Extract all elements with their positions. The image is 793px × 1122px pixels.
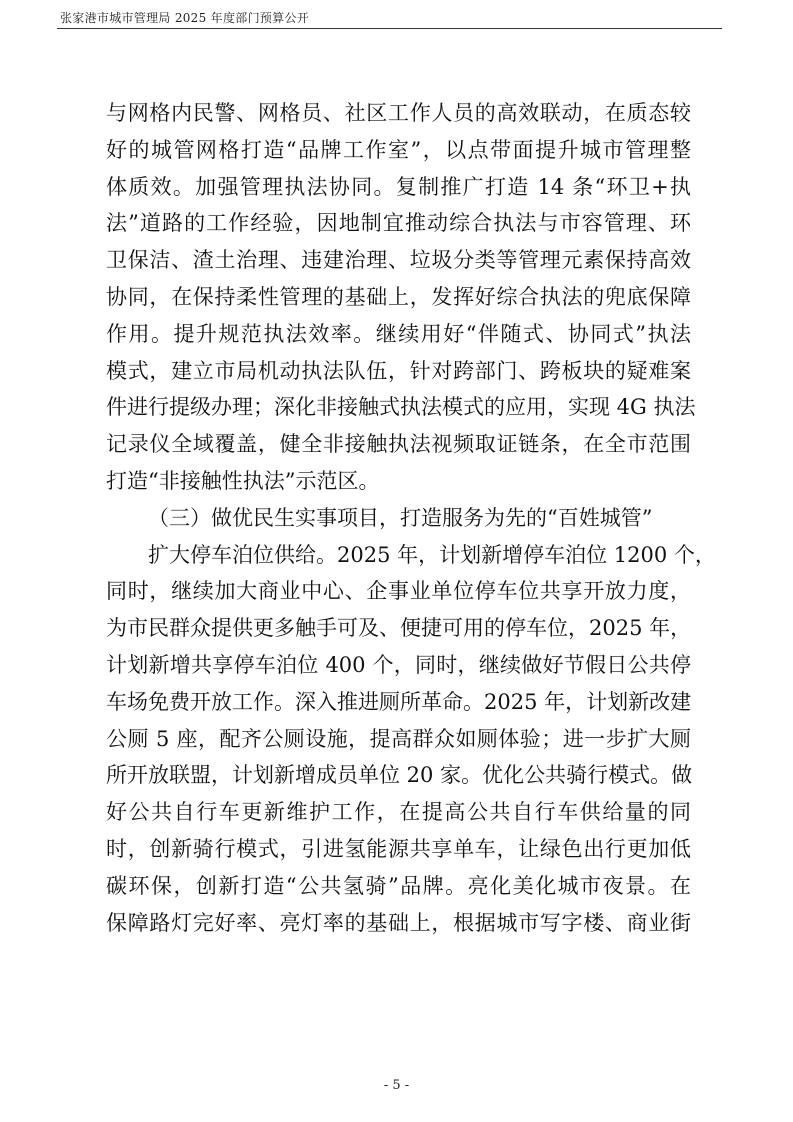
body-line: 所开放联盟，计划新增成员单位 20 家。优化公共骑行模式。做 [106, 763, 693, 788]
header-rule [57, 28, 722, 29]
body-line: 件进行提级办理；深化非接触式执法模式的应用，实现 4G 执法 [106, 395, 696, 420]
body-line: 体质效。加强管理执法协同。复制推广打造 14 条“环卫+执 [106, 174, 691, 199]
body-line: 扩大停车泊位供给。2025 年，计划新增停车泊位 1200 个， [148, 542, 716, 567]
body-line: 卫保洁、渣土治理、违建治理、垃圾分类等管理元素保持高效 [106, 248, 691, 273]
body-line: 为市民群众提供更多触手可及、便捷可用的停车位，2025 年， [106, 616, 692, 641]
body-line: 好的城管网格打造“品牌工作室”，以点带面提升城市管理整 [106, 137, 691, 162]
body-line: 记录仪全域覆盖，健全非接触执法视频取证链条，在全市范围 [106, 432, 691, 457]
body-line: 公厕 5 座，配齐公厕设施，提高群众如厕体验；进一步扩大厕 [106, 726, 691, 751]
body-line: 保障路灯完好率、亮灯率的基础上，根据城市写字楼、商业街 [106, 910, 691, 935]
body-text [106, 95, 716, 941]
body-line: 碳环保，创新打造“公共氢骑”品牌。亮化美化城市夜景。在 [106, 873, 691, 898]
body-line: 时，创新骑行模式，引进氢能源共享单车，让绿色出行更加低 [106, 836, 691, 861]
page-number: - 5 - [383, 1078, 410, 1093]
body-line: 打造“非接触性执法”示范区。 [106, 468, 380, 493]
body-line: 模式，建立市局机动执法队伍，针对跨部门、跨板块的疑难案 [106, 358, 691, 383]
body-line: 作用。提升规范执法效率。继续用好“伴随式、协同式”执法 [106, 321, 691, 346]
body-line: 好公共自行车更新维护工作，在提高公共自行车供给量的同 [106, 800, 691, 825]
body-line: 车场免费开放工作。深入推进厕所革命。2025 年，计划新改建 [106, 689, 692, 714]
body-line: 计划新增共享停车泊位 400 个，同时，继续做好节假日公共停 [106, 652, 691, 677]
body-line: 协同，在保持柔性管理的基础上，发挥好综合执法的兜底保障 [106, 284, 691, 309]
body-line: 与网格内民警、网格员、社区工作人员的高效联动，在质态较 [106, 101, 691, 125]
body-line: 法”道路的工作经验，因地制宜推动综合执法与市容管理、环 [106, 211, 691, 236]
section-heading: （三）做优民生实事项目，打造服务为先的“百姓城管” [148, 505, 653, 530]
running-header: 张家港市城市管理局 2025 年度部门预算公开 [60, 11, 310, 25]
body-line: 同时，继续加大商业中心、企事业单位停车位共享开放力度， [106, 579, 691, 604]
